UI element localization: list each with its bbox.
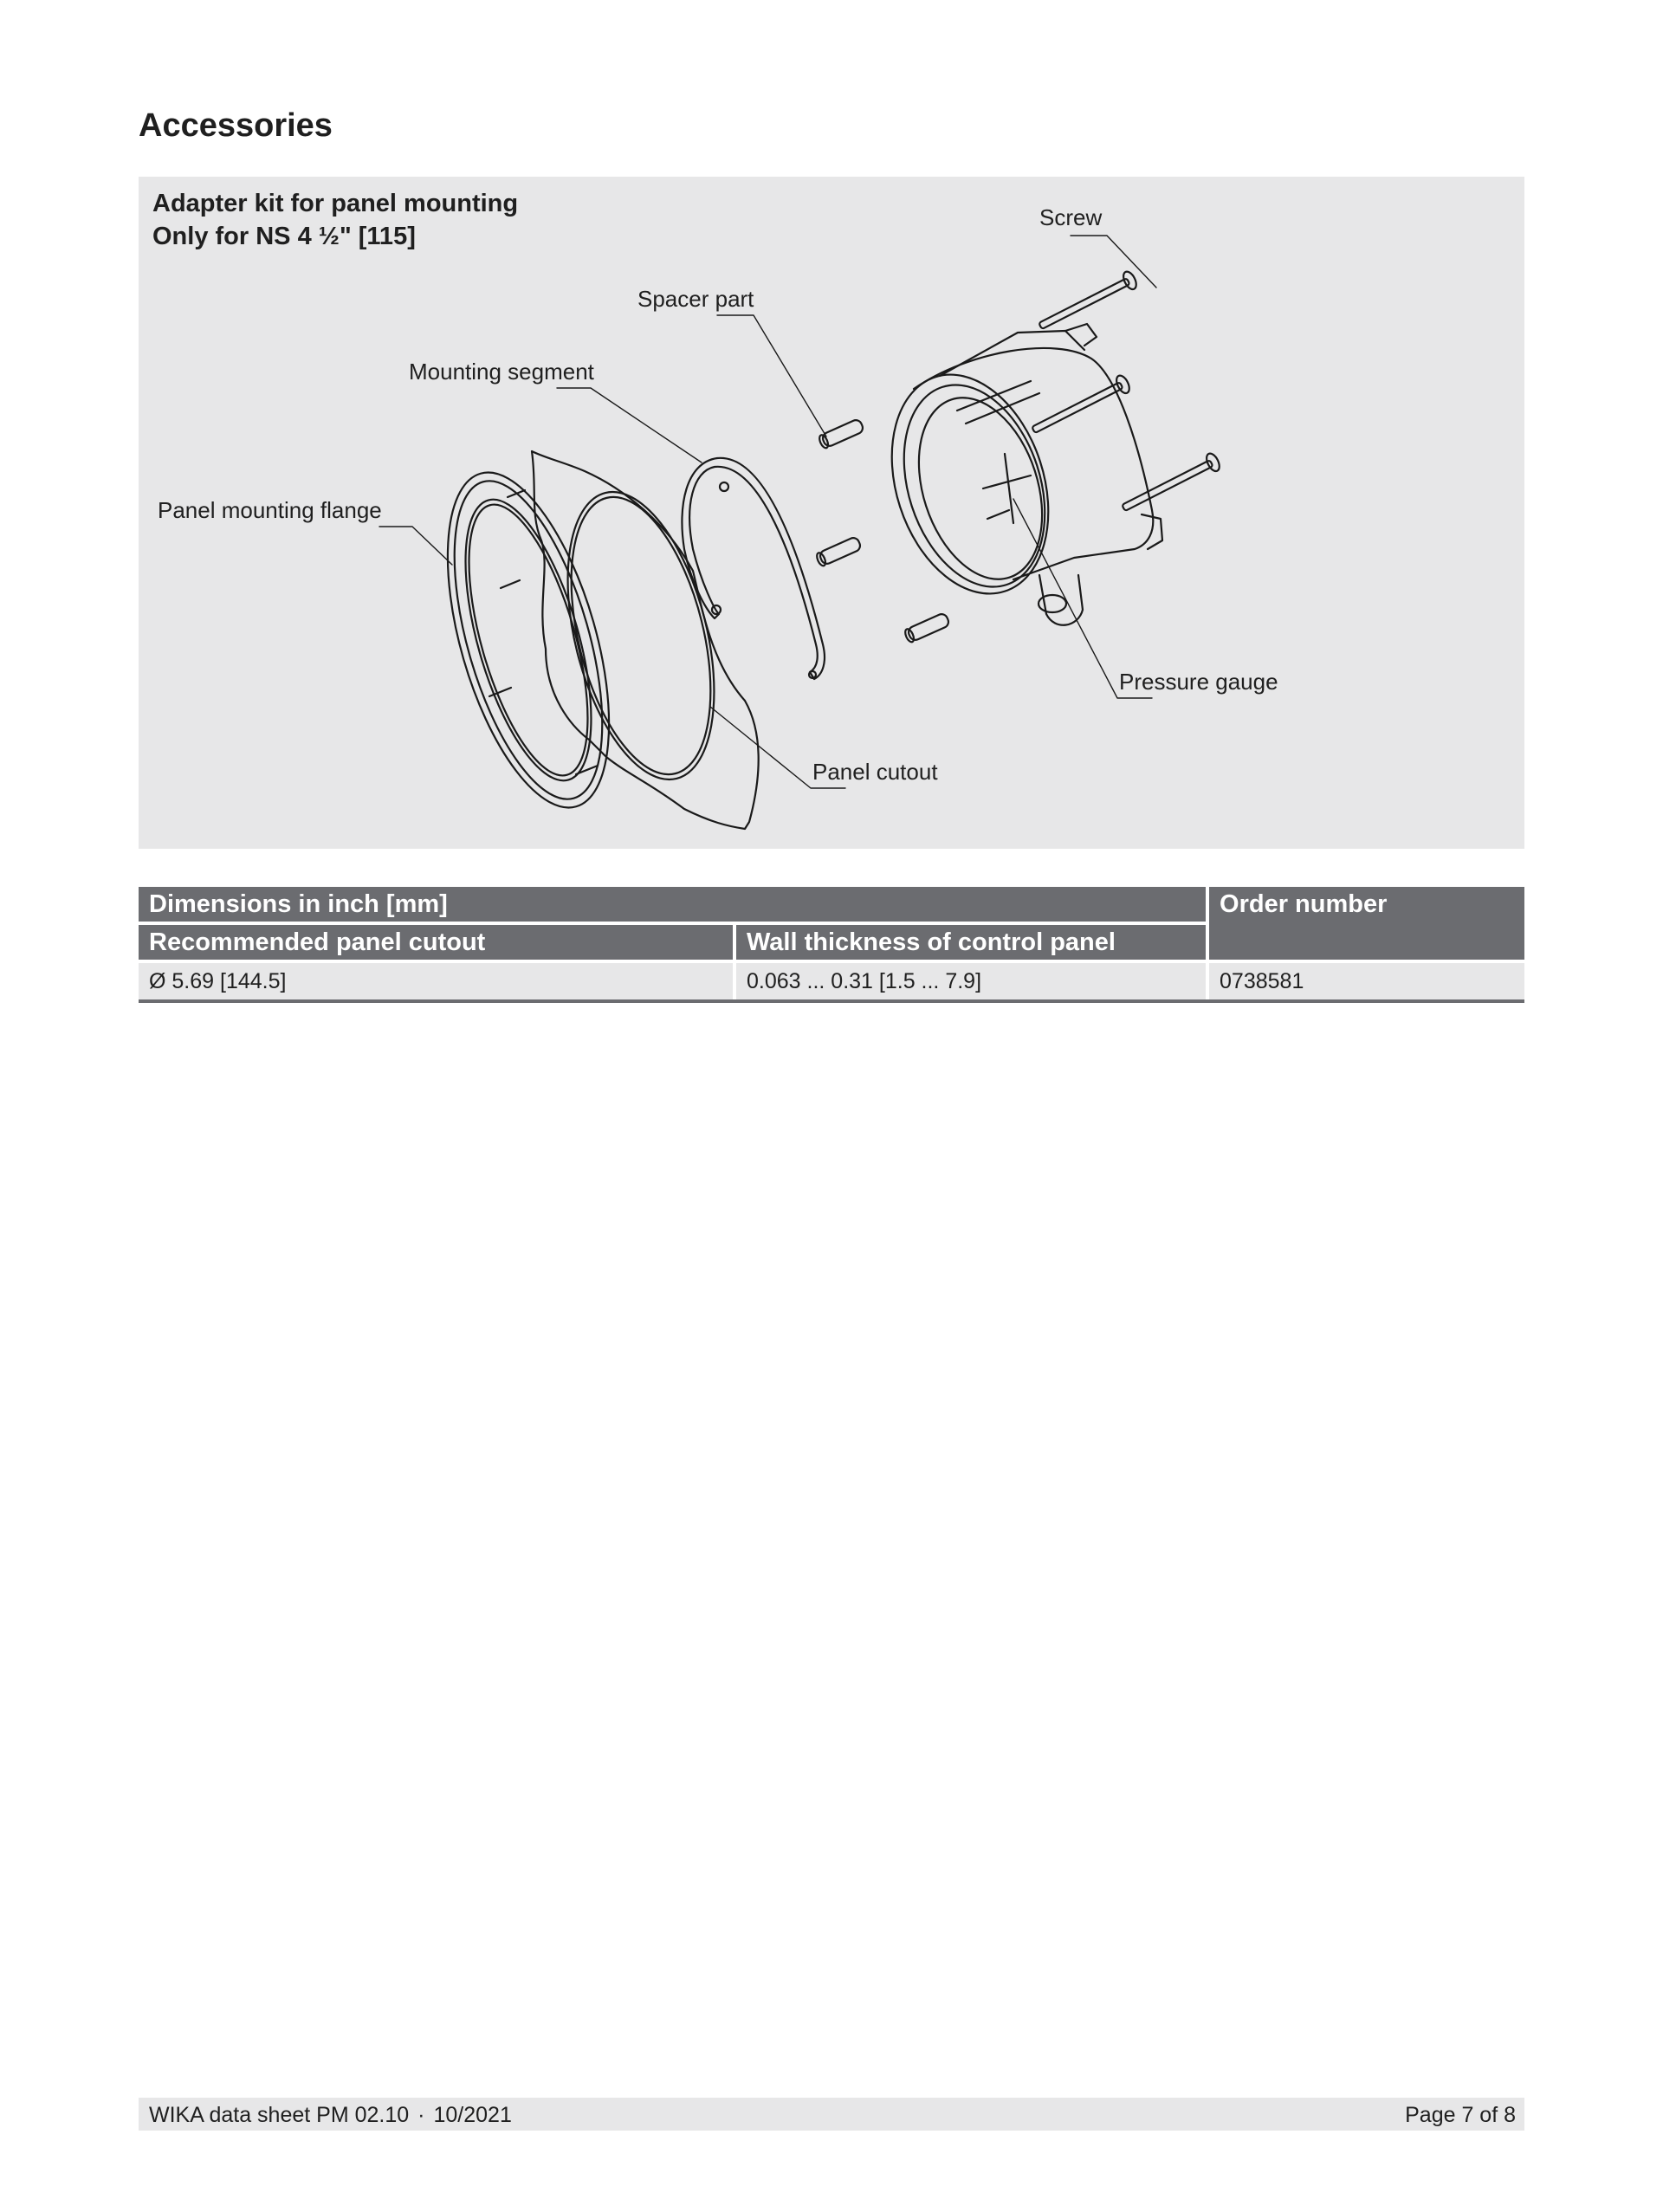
order-number-header: Order number [1207, 887, 1524, 961]
footer-doc-info [149, 2103, 512, 2128]
callout-spacer-part: Spacer part [637, 286, 754, 312]
figure-title-line-2: Only for NS 4 ½" [115] [152, 223, 416, 250]
table-row [139, 961, 1524, 1001]
cutout-cell: Ø 5.69 [144.5] [139, 961, 734, 1001]
page-footer [139, 2098, 1524, 2131]
callout-mounting-segment: Mounting segment [409, 359, 594, 385]
order-number-cell: 0738581 [1207, 961, 1524, 1001]
panel-cutout-drawing [532, 451, 759, 829]
recommended-panel-cutout-header: Recommended panel cutout [139, 923, 734, 961]
dimensions-group-header: Dimensions in inch [mm] [139, 887, 1207, 923]
adapter-kit-figure [139, 177, 1524, 849]
wall-thickness-header: Wall thickness of control panel [734, 923, 1207, 961]
footer-page-number: Page 7 of 8 [1405, 2103, 1516, 2127]
pressure-gauge-drawing [865, 324, 1162, 625]
callout-screw: Screw [1039, 204, 1103, 230]
panel-mounting-flange-drawing [416, 455, 641, 825]
footer-separator: · [417, 2103, 425, 2127]
callout-panel-mounting-flange: Panel mounting flange [158, 497, 382, 523]
figure-title [152, 187, 518, 253]
screws-drawing [1029, 269, 1222, 516]
callout-panel-cutout: Panel cutout [812, 759, 938, 785]
page-title: Accessories [139, 107, 333, 144]
wall-thickness-cell: 0.063 ... 0.31 [1.5 ... 7.9] [734, 961, 1207, 1001]
figure-title-line-1: Adapter kit for panel mounting [152, 190, 519, 217]
leader-lines [379, 236, 1156, 788]
footer-doc-name: WIKA data sheet PM 02.10 [149, 2103, 410, 2127]
dimensions-table [139, 887, 1524, 1003]
mounting-segment-drawing [682, 458, 825, 679]
spacer-parts-drawing [815, 418, 950, 644]
callout-pressure-gauge: Pressure gauge [1119, 669, 1278, 695]
footer-date: 10/2021 [433, 2103, 512, 2127]
